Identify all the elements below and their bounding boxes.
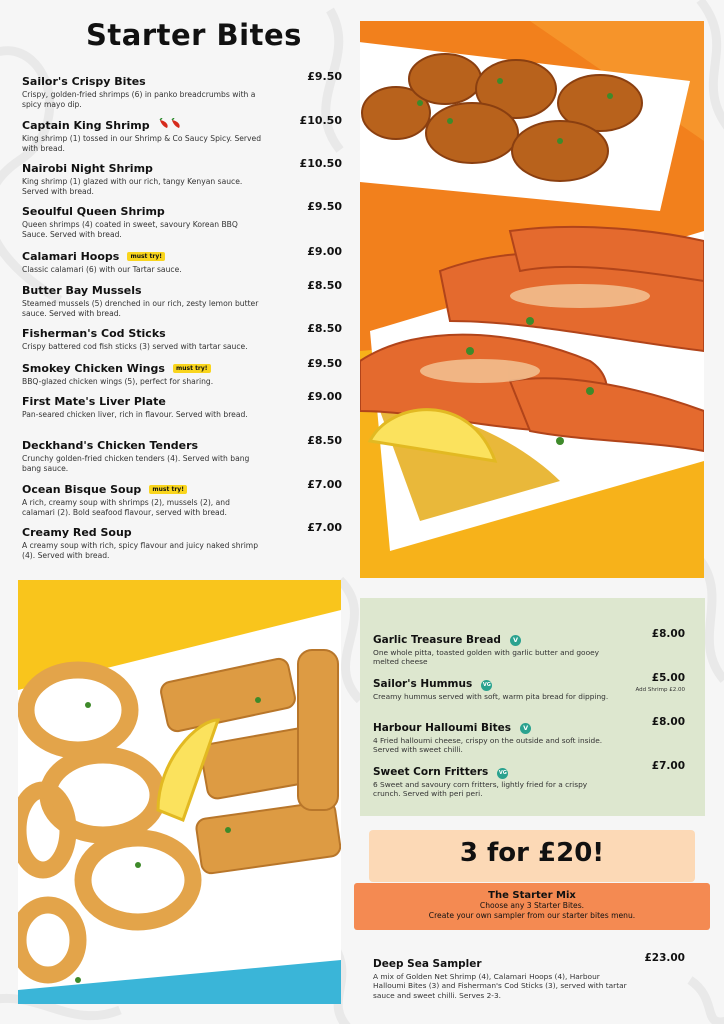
item-description: Classic calamari (6) with our Tartar sauce. xyxy=(22,265,182,274)
item-description: Creamy hummus served with soft, warm pita bread for dipping. xyxy=(373,692,609,701)
item-name: Ocean Bisque Soup xyxy=(22,483,142,496)
item-description: Pan-seared chicken liver, rich in flavour. Served with bread. xyxy=(22,410,248,419)
menu-item xyxy=(373,760,685,799)
menu-item xyxy=(22,521,342,560)
item-description: BBQ-glazed chicken wings (5), perfect for sharing. xyxy=(22,377,214,386)
item-description: Crispy battered cod fish sticks (3) served with tartar sauce. xyxy=(22,342,248,351)
item-name: Seoulful Queen Shrimp xyxy=(22,205,165,218)
item-name: Sailor's Hummus xyxy=(373,678,473,690)
item-price: £10.50 xyxy=(299,157,342,170)
menu-item xyxy=(22,245,342,275)
vegetarian-icon: V xyxy=(520,723,531,734)
item-price: £9.00 xyxy=(307,390,342,403)
item-name: Calamari Hoops xyxy=(22,250,120,263)
menu-item xyxy=(22,279,342,318)
menu-item xyxy=(22,434,342,473)
vegetarian-icon: V xyxy=(510,635,521,646)
starter-mix-line: Choose any 3 Starter Bites. xyxy=(479,901,585,910)
menu-item xyxy=(22,478,342,517)
item-description: Steamed mussels (5) drenched in our rich, zesty lemon butter sauce. Served with bread. xyxy=(22,299,259,318)
menu-item xyxy=(22,357,342,387)
starter-mix-line: Create your own sampler from our starter bites menu. xyxy=(428,911,636,920)
item-description: 4 Fried halloumi cheese, crispy on the outside and soft inside. Served with sweet chilli. xyxy=(373,736,603,755)
item-description: A rich, creamy soup with shrimps (2), mussels (2), and calamari (2). Bold seafood flavour, served with bread. xyxy=(22,498,230,517)
item-description: Crispy, golden-fried shrimps (6) in panko breadcrumbs with a spicy mayo dip. xyxy=(22,90,256,109)
item-name: Creamy Red Soup xyxy=(22,526,132,539)
item-name: Captain King Shrimp xyxy=(22,119,150,132)
vegan-icon: VG xyxy=(481,680,492,691)
chili-icon xyxy=(158,118,184,129)
item-name: Nairobi Night Shrimp xyxy=(22,162,153,175)
item-name: Deep Sea Sampler xyxy=(373,958,482,970)
item-price: £9.50 xyxy=(307,357,342,370)
menu-item xyxy=(22,200,342,239)
item-price: £10.50 xyxy=(299,114,342,127)
item-description: One whole pitta, toasted golden with garlic butter and gooey melted cheese xyxy=(373,648,600,667)
item-price: £23.00 xyxy=(644,952,685,964)
must-try-badge: must try! xyxy=(173,364,211,373)
item-extra: Add Shrimp £2.00 xyxy=(635,687,685,693)
item-description: A creamy soup with rich, spicy flavour and juicy naked shrimp (4). Served with bread. xyxy=(22,541,259,560)
menu-item xyxy=(22,390,342,420)
item-name: Garlic Treasure Bread xyxy=(373,634,501,646)
item-price: £8.00 xyxy=(651,628,685,640)
must-try-badge: must try! xyxy=(127,252,165,261)
item-price: £8.50 xyxy=(307,434,342,447)
sampler-item xyxy=(373,952,685,1000)
menu-item xyxy=(373,716,685,755)
vegetarian-panel xyxy=(360,598,705,816)
vegan-icon: VG xyxy=(497,768,508,779)
item-name: Butter Bay Mussels xyxy=(22,284,142,297)
item-name: Fisherman's Cod Sticks xyxy=(22,327,166,340)
item-description: 6 Sweet and savoury corn fritters, lightly fried for a crispy crunch. Served with peri peri. xyxy=(373,780,588,799)
menu-item xyxy=(373,672,685,701)
menu-item xyxy=(22,157,342,196)
item-name: Sweet Corn Fritters xyxy=(373,766,489,778)
menu-item xyxy=(22,114,342,153)
menu-title: Starter Bites xyxy=(86,18,302,52)
item-price: £5.00 xyxy=(651,672,685,684)
item-name: Smokey Chicken Wings xyxy=(22,362,165,375)
item-price: £8.50 xyxy=(307,322,342,335)
item-price: £9.50 xyxy=(307,200,342,213)
item-name: First Mate's Liver Plate xyxy=(22,395,166,408)
item-price: £7.00 xyxy=(307,521,342,534)
item-price: £7.00 xyxy=(651,760,685,772)
item-name: Harbour Halloumi Bites xyxy=(373,722,512,734)
must-try-badge: must try! xyxy=(149,485,187,494)
calamari-cod-photo xyxy=(18,580,341,1004)
item-price: £7.00 xyxy=(307,478,342,491)
item-description: Crunchy golden-fried chicken tenders (4). Served with bang bang sauce. xyxy=(22,454,250,473)
menu-item xyxy=(22,70,342,109)
item-description: Queen shrimps (4) coated in sweet, savoury Korean BBQ Sauce. Served with bread. xyxy=(22,220,238,239)
starter-mix-box xyxy=(354,883,710,930)
item-price: £8.50 xyxy=(307,279,342,292)
item-description: King shrimp (1) glazed with our rich, tangy Kenyan sauce. Served with bread. xyxy=(22,177,243,196)
menu-item xyxy=(373,628,685,667)
shrimp-fritters-photo xyxy=(360,21,704,578)
item-price: £8.00 xyxy=(651,716,685,728)
item-description: King shrimp (1) tossed in our Shrimp & Co Saucy Spicy. Served with bread. xyxy=(22,134,262,153)
deal-banner xyxy=(369,830,695,882)
item-description: A mix of Golden Net Shrimp (4), Calamari Hoops (4), Harbour Halloumi Bites (3) and Fisherman's Cod Sticks (3), served with tartar sauce and sweet chilli. Serves 2-3. xyxy=(373,972,627,1000)
item-price: £9.50 xyxy=(307,70,342,83)
item-name: Deckhand's Chicken Tenders xyxy=(22,439,199,452)
item-price: £9.00 xyxy=(307,245,342,258)
starter-mix-title: The Starter Mix xyxy=(488,890,576,901)
item-name: Sailor's Crispy Bites xyxy=(22,75,146,88)
deal-title: 3 for £20! xyxy=(459,838,605,868)
menu-item xyxy=(22,322,342,352)
